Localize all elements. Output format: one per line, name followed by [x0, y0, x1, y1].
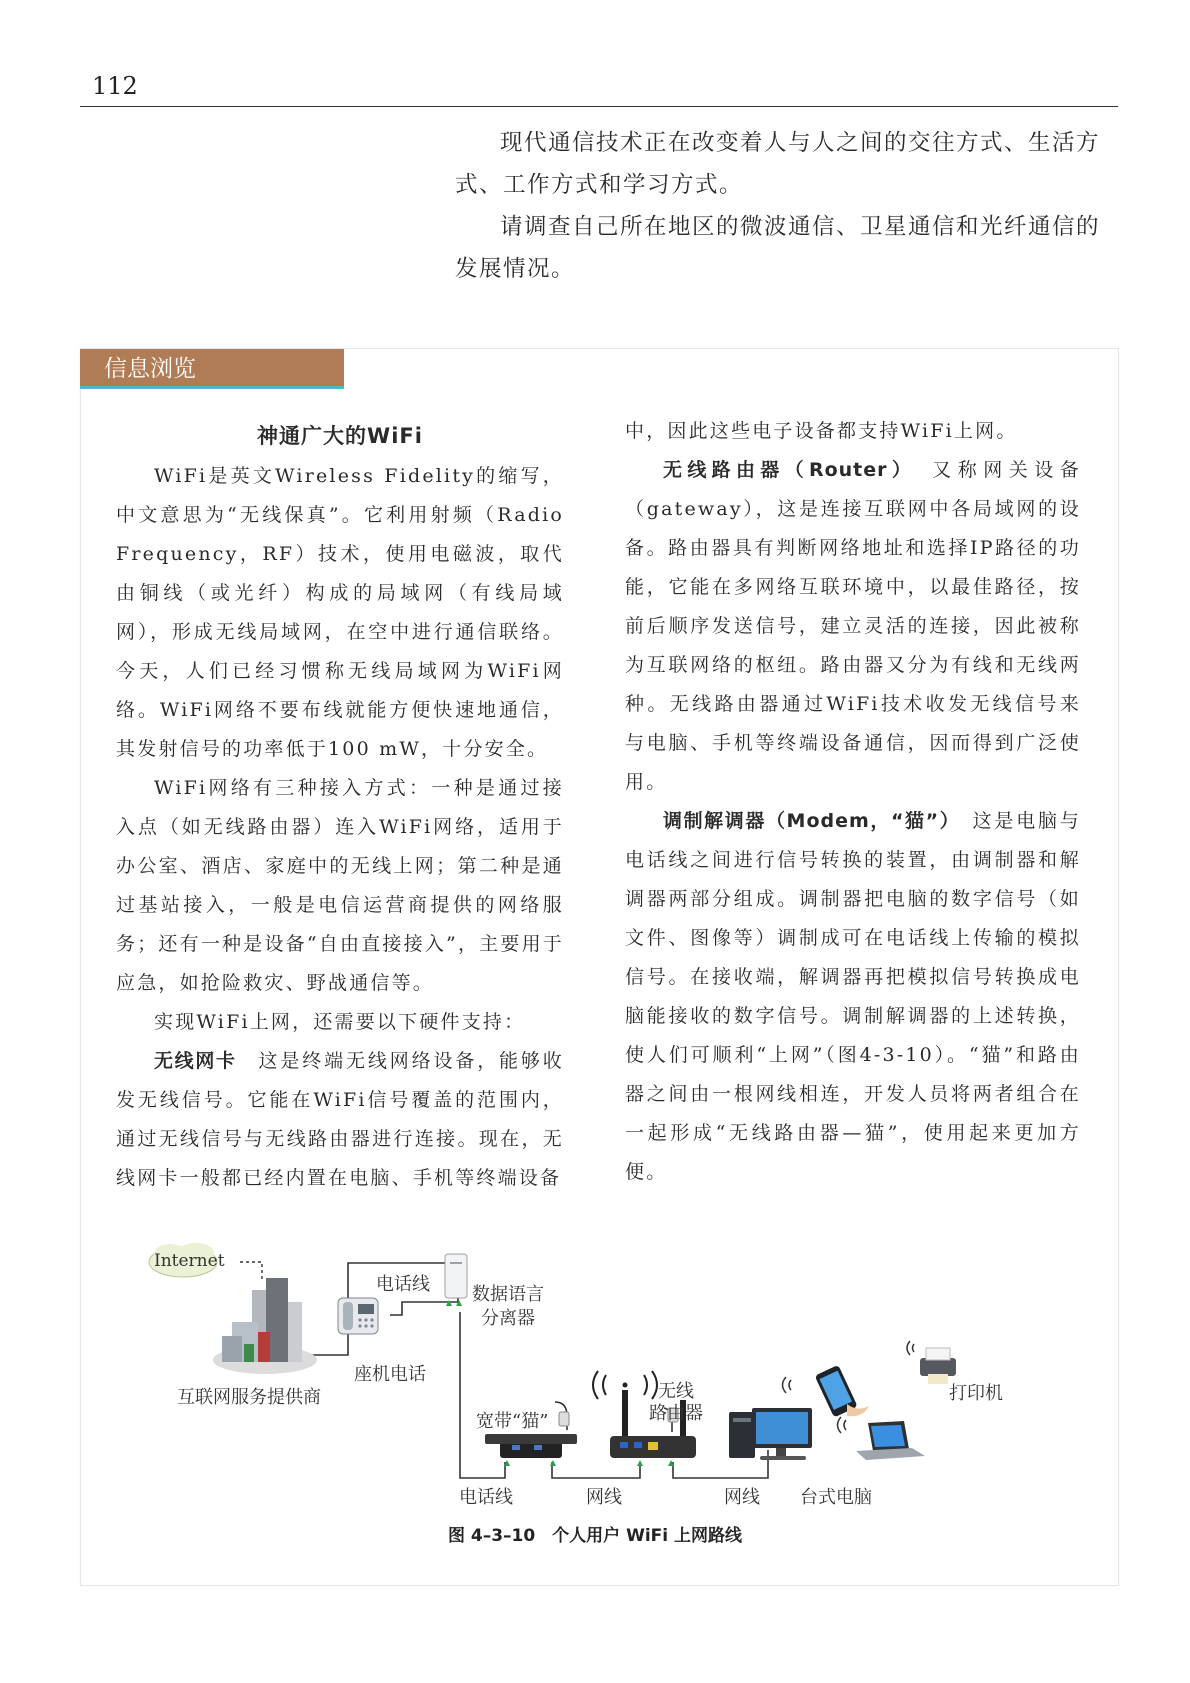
left-paragraph-4 [116, 1042, 564, 1198]
label-internet: Internet [154, 1251, 225, 1271]
diagram-graphics [140, 1240, 1100, 1510]
right-paragraph-1: 中，因此这些电子设备都支持WiFi上网。 [625, 420, 1018, 442]
label-network-cable-1: 网线 [586, 1487, 622, 1508]
isp-building-icon [213, 1278, 317, 1374]
article-title: 神通广大的WiFi [257, 424, 423, 448]
left-column [116, 417, 564, 1198]
label-splitter-1: 数据语言 [472, 1284, 544, 1305]
left-paragraph-2: WiFi网络有三种接入方式：一种是通过接入点（如无线路由器）连入WiFi网络，适用于办公室、酒店、家庭中的无线上网；第二种是通过基站接入，一般是电信运营商提供的网络服务；还有一种是设备“自由直接接入”，主要用于应急，如抢险救灾、野战通信等。 [116, 777, 564, 994]
landline-phone-icon [338, 1298, 378, 1334]
wireless-card-text: 这是终端无线网络设备，能够收发无线信号。它能在WiFi信号覆盖的范围内，通过无线信号与无线路由器进行连接。现在，无线网卡一般都已经内置在电脑、手机等终端设备 [116, 1050, 564, 1189]
label-modem: 宽带“猫” [476, 1411, 549, 1432]
label-splitter-2: 分离器 [481, 1308, 535, 1329]
term-modem: 调制解调器（Modem，“猫”） [663, 810, 951, 832]
cable-modem-to-router [552, 1462, 640, 1478]
label-isp: 互联网服务提供商 [177, 1387, 321, 1408]
term-router: 无线路由器（Router） [663, 459, 907, 481]
modem-text: 这是电脑与电话线之间进行信号转换的装置，由调制器和解调器两部分组成。调制器把电脑的数字信号（如文件、图像等）调制成可在电话线上传输的模拟信号。在接收端，解调器再把模拟信号转换成电脑能接收的数字信号。调制解调器的上述转换，使人们可顺利“上网”（图4-3-10）。“猫”和路由器之间由一根网线相连，开发人员将两者组合在一起形成“无线路由器—猫”，使用起来更加方便。 [625, 810, 1081, 1183]
label-phone-line-bottom: 电话线 [459, 1487, 513, 1508]
desktop-computer-icon [729, 1408, 812, 1460]
term-wireless-card: 无线网卡 [154, 1050, 237, 1072]
cable-splitter-to-modem [460, 1312, 505, 1478]
label-router-1: 无线 [658, 1381, 694, 1402]
intro-text [455, 122, 1120, 290]
label-network-cable-2: 网线 [724, 1487, 760, 1508]
label-printer: 打印机 [949, 1383, 1003, 1404]
laptop-icon [838, 1417, 926, 1460]
figure-caption: 图 4–3–10 个人用户 WiFi 上网路线 [447, 1526, 743, 1546]
label-desktop: 台式电脑 [800, 1487, 872, 1508]
router-text: 又称网关设备（gateway），这是连接互联网中各局域网的设备。路由器具有判断网络地址和选择IP路径的功能，它能在多网络互联环境中，以最佳路径，按前后顺序发送信号，建立灵活的连接，因此被称为互联网络的枢纽。路由器又分为有线和无线两种。无线路由器通过WiFi技术收发无线信号来与电脑、手机等终端设备通信，因而得到广泛使用。 [625, 459, 1081, 793]
header-rule [80, 106, 1118, 107]
right-paragraph-3 [625, 802, 1081, 1192]
wifi-network-diagram [140, 1240, 1100, 1510]
page-number: 112 [92, 72, 138, 100]
splitter-icon [445, 1254, 467, 1306]
left-paragraph-3: 实现WiFi上网，还需要以下硬件支持： [154, 1011, 526, 1033]
right-column [625, 412, 1081, 1192]
intro-paragraph-1: 现代通信技术正在改变着人与人之间的交往方式、生活方式、工作方式和学习方式。 [455, 130, 1101, 198]
printer-icon [907, 1341, 956, 1384]
intro-paragraph-2: 请调查自己所在地区的微波通信、卫星通信和光纤通信的发展情况。 [455, 214, 1101, 282]
right-paragraph-2 [625, 451, 1081, 802]
label-landline: 座机电话 [354, 1364, 426, 1385]
left-paragraph-1: WiFi是英文Wireless Fidelity的缩写，中文意思为“无线保真”。它利用射频（Radio Frequency，RF）技术，使用电磁波，取代由铜线（或光纤）构成的局域网（有线局域网），形成无线局域网，在空中进行通信联络。今天，人们已经习惯称无线局域网为WiFi网络。WiFi网络不要布线就能方便快速地通信，其发射信号的功率低于100 mW，十分安全。 [116, 465, 564, 760]
label-phone-line-top: 电话线 [376, 1274, 430, 1295]
label-router-2: 路由器 [649, 1403, 703, 1424]
box-title: 信息浏览 [80, 349, 344, 389]
